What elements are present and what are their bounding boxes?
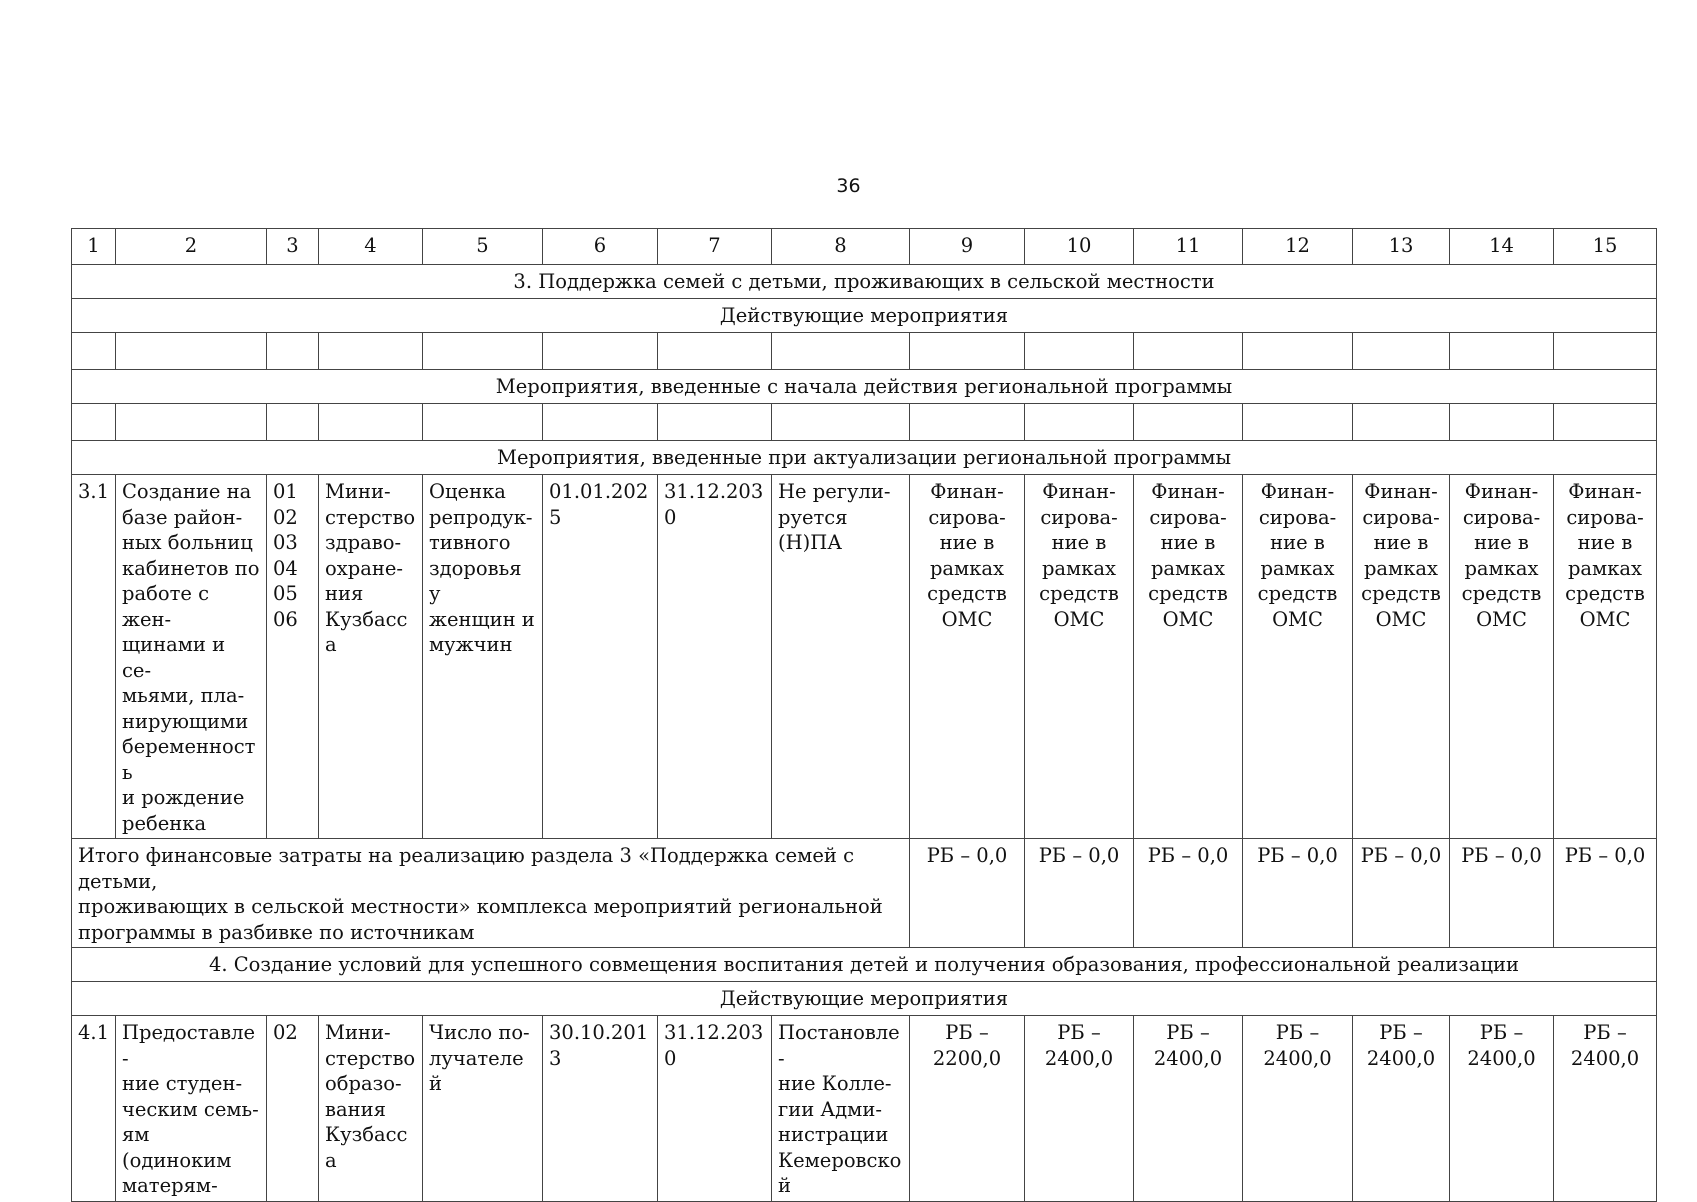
measure-indicator: Оценка репродук- тивного здоровья у женщин и мужчин [423, 475, 543, 839]
page-number: 36 [836, 175, 861, 197]
total-value: РБ – 0,0 [910, 839, 1025, 948]
measure-executor: Мини- стерство образо- вания Кузбасса [319, 1016, 423, 1202]
measure-codes: 02 [267, 1016, 319, 1202]
funding-cell: РБ – 2200,0 [910, 1016, 1025, 1202]
measure-executor: Мини- стерство здраво- охране- ния Кузбасса [319, 475, 423, 839]
measure-legal-act: Не регули- руется (Н)ПА [772, 475, 910, 839]
funding-cell: Финан- сирова- ние в рамках средств ОМС [1554, 475, 1657, 839]
introduced-on-update-heading: Мероприятия, введенные при актуализации региональной программы [72, 441, 1657, 475]
measure-name: Создание на базе район- ных больниц кабинетов по работе с жен- щинами и се- мьями, пла- нирующими беременность и рождение ребенка [116, 475, 267, 839]
column-number: 14 [1450, 229, 1554, 265]
column-number: 8 [772, 229, 910, 265]
measure-codes: 01 02 03 04 05 06 [267, 475, 319, 839]
measure-indicator: Число по- лучателей [423, 1016, 543, 1202]
total-value: РБ – 0,0 [1353, 839, 1450, 948]
table-row [72, 1016, 1657, 1202]
measure-number: 3.1 [72, 475, 116, 839]
funding-cell: РБ – 2400,0 [1025, 1016, 1134, 1202]
column-number-row [72, 229, 1657, 265]
funding-cell: Финан- сирова- ние в рамках средств ОМС [910, 475, 1025, 839]
column-number: 12 [1243, 229, 1353, 265]
existing-measures-heading: Действующие мероприятия [72, 299, 1657, 333]
column-number: 7 [658, 229, 772, 265]
total-row [72, 839, 1657, 948]
funding-cell: РБ – 2400,0 [1450, 1016, 1554, 1202]
funding-cell: РБ – 2400,0 [1134, 1016, 1243, 1202]
funding-cell: Финан- сирова- ние в рамках средств ОМС [1134, 475, 1243, 839]
column-number: 15 [1554, 229, 1657, 265]
empty-row [72, 333, 1657, 370]
total-value: РБ – 0,0 [1450, 839, 1554, 948]
measure-number: 4.1 [72, 1016, 116, 1202]
total-value: РБ – 0,0 [1025, 839, 1134, 948]
funding-cell: Финан- сирова- ние в рамках средств ОМС [1353, 475, 1450, 839]
measure-legal-act: Постановле- ние Колле- гии Адми- нистрации Кемеровской [772, 1016, 910, 1202]
funding-cell: РБ – 2400,0 [1554, 1016, 1657, 1202]
column-number: 9 [910, 229, 1025, 265]
subsection-row [72, 441, 1657, 475]
column-number: 5 [423, 229, 543, 265]
table-row [72, 475, 1657, 839]
funding-cell: Финан- сирова- ние в рамках средств ОМС [1450, 475, 1554, 839]
column-number: 2 [116, 229, 267, 265]
subsection-row [72, 370, 1657, 404]
introduced-since-start-heading: Мероприятия, введенные с начала действия региональной программы [72, 370, 1657, 404]
total-label: Итого финансовые затраты на реализацию раздела 3 «Поддержка семей с детьми, проживающих в сельской местности» комплекса мероприятий региональной программы в разбивке по источникам [72, 839, 910, 948]
measure-end-date: 31.12.2030 [658, 475, 772, 839]
total-value: РБ – 0,0 [1243, 839, 1353, 948]
measure-start-date: 01.01.2025 [543, 475, 658, 839]
subsection-row [72, 299, 1657, 333]
funding-cell: Финан- сирова- ние в рамках средств ОМС [1243, 475, 1353, 839]
column-number: 10 [1025, 229, 1134, 265]
funding-cell: РБ – 2400,0 [1353, 1016, 1450, 1202]
total-value: РБ – 0,0 [1554, 839, 1657, 948]
subsection-row [72, 982, 1657, 1016]
funding-cell: Финан- сирова- ние в рамках средств ОМС [1025, 475, 1134, 839]
empty-row [72, 404, 1657, 441]
column-number: 1 [72, 229, 116, 265]
funding-cell: РБ – 2400,0 [1243, 1016, 1353, 1202]
column-number: 4 [319, 229, 423, 265]
measures-table [71, 228, 1657, 1202]
measure-end-date: 31.12.2030 [658, 1016, 772, 1202]
column-number: 3 [267, 229, 319, 265]
section-title-row [72, 948, 1657, 982]
section-3-title: 3. Поддержка семей с детьми, проживающих в сельской местности [72, 265, 1657, 299]
section-4-title: 4. Создание условий для успешного совмещения воспитания детей и получения образования, профессиональной реализации [72, 948, 1657, 982]
measure-start-date: 30.10.2013 [543, 1016, 658, 1202]
column-number: 11 [1134, 229, 1243, 265]
measure-name: Предоставле- ние студен- ческим семь- ям (одиноким матерям- [116, 1016, 267, 1202]
column-number: 6 [543, 229, 658, 265]
existing-measures-heading: Действующие мероприятия [72, 982, 1657, 1016]
total-value: РБ – 0,0 [1134, 839, 1243, 948]
column-number: 13 [1353, 229, 1450, 265]
section-title-row [72, 265, 1657, 299]
